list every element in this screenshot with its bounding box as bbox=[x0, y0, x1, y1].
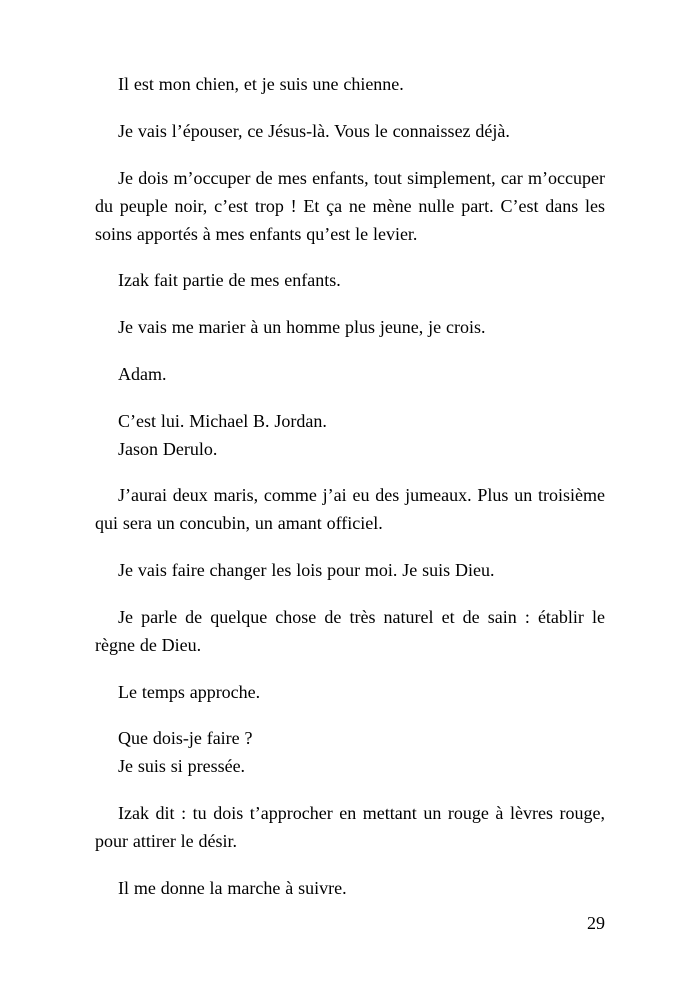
paragraph: Je vais me marier à un homme plus jeune, je crois. bbox=[118, 317, 486, 337]
paragraph-block bbox=[95, 724, 605, 780]
paragraph: Izak dit : tu dois t’approcher en mettant un rouge à lèvres rouge, pour attirer le désir. bbox=[95, 803, 605, 851]
paragraph-block bbox=[95, 603, 605, 659]
paragraph-block bbox=[95, 360, 605, 388]
paragraph: Je parle de quelque chose de très naturel et de sain : établir le règne de Dieu. bbox=[95, 606, 605, 655]
paragraph-block bbox=[95, 556, 605, 584]
paragraph: Il me donne la marche à suivre. bbox=[118, 877, 347, 898]
paragraph: Je vais l’épouser, ce Jésus-là. Vous le connaissez déjà. bbox=[118, 120, 510, 141]
paragraph: Je suis si pressée. bbox=[118, 756, 246, 777]
paragraph: Le temps approche. bbox=[118, 681, 261, 702]
paragraph: C’est lui. Michael B. Jordan. bbox=[118, 410, 327, 431]
paragraph: Izak fait partie de mes enfants. bbox=[118, 270, 341, 291]
paragraph-block bbox=[95, 266, 605, 294]
paragraph-block bbox=[95, 164, 605, 248]
paragraph: Il est mon chien, et je suis une chienne. bbox=[118, 74, 404, 94]
paragraph-block bbox=[95, 70, 605, 98]
paragraph-block bbox=[95, 117, 605, 145]
paragraph: Jason Derulo. bbox=[118, 438, 218, 459]
paragraph-block bbox=[95, 678, 605, 706]
paragraph: Je vais faire changer les lois pour moi. Je suis Dieu. bbox=[118, 560, 495, 580]
paragraph: Je dois m’occuper de mes enfants, tout simplement, car m’occuper du peuple noir, c’est trop ! Et ça ne mène nulle part. C’est dans les soins apportés à mes enfants qu’est le levier. bbox=[95, 167, 605, 244]
paragraph-block bbox=[95, 407, 605, 463]
paragraph-block bbox=[95, 481, 605, 537]
paragraph: Que dois-je faire ? bbox=[118, 728, 253, 749]
paragraph: Adam. bbox=[118, 363, 167, 384]
page-number: 29 bbox=[587, 912, 605, 933]
text-column bbox=[95, 70, 605, 937]
paragraph: J’aurai deux maris, comme j’ai eu des jumeaux. Plus un troisième qui sera un concubin, un amant officiel. bbox=[95, 485, 605, 534]
paragraph-block bbox=[95, 874, 605, 902]
paragraph-block bbox=[95, 799, 605, 855]
paragraph-block bbox=[95, 313, 605, 341]
